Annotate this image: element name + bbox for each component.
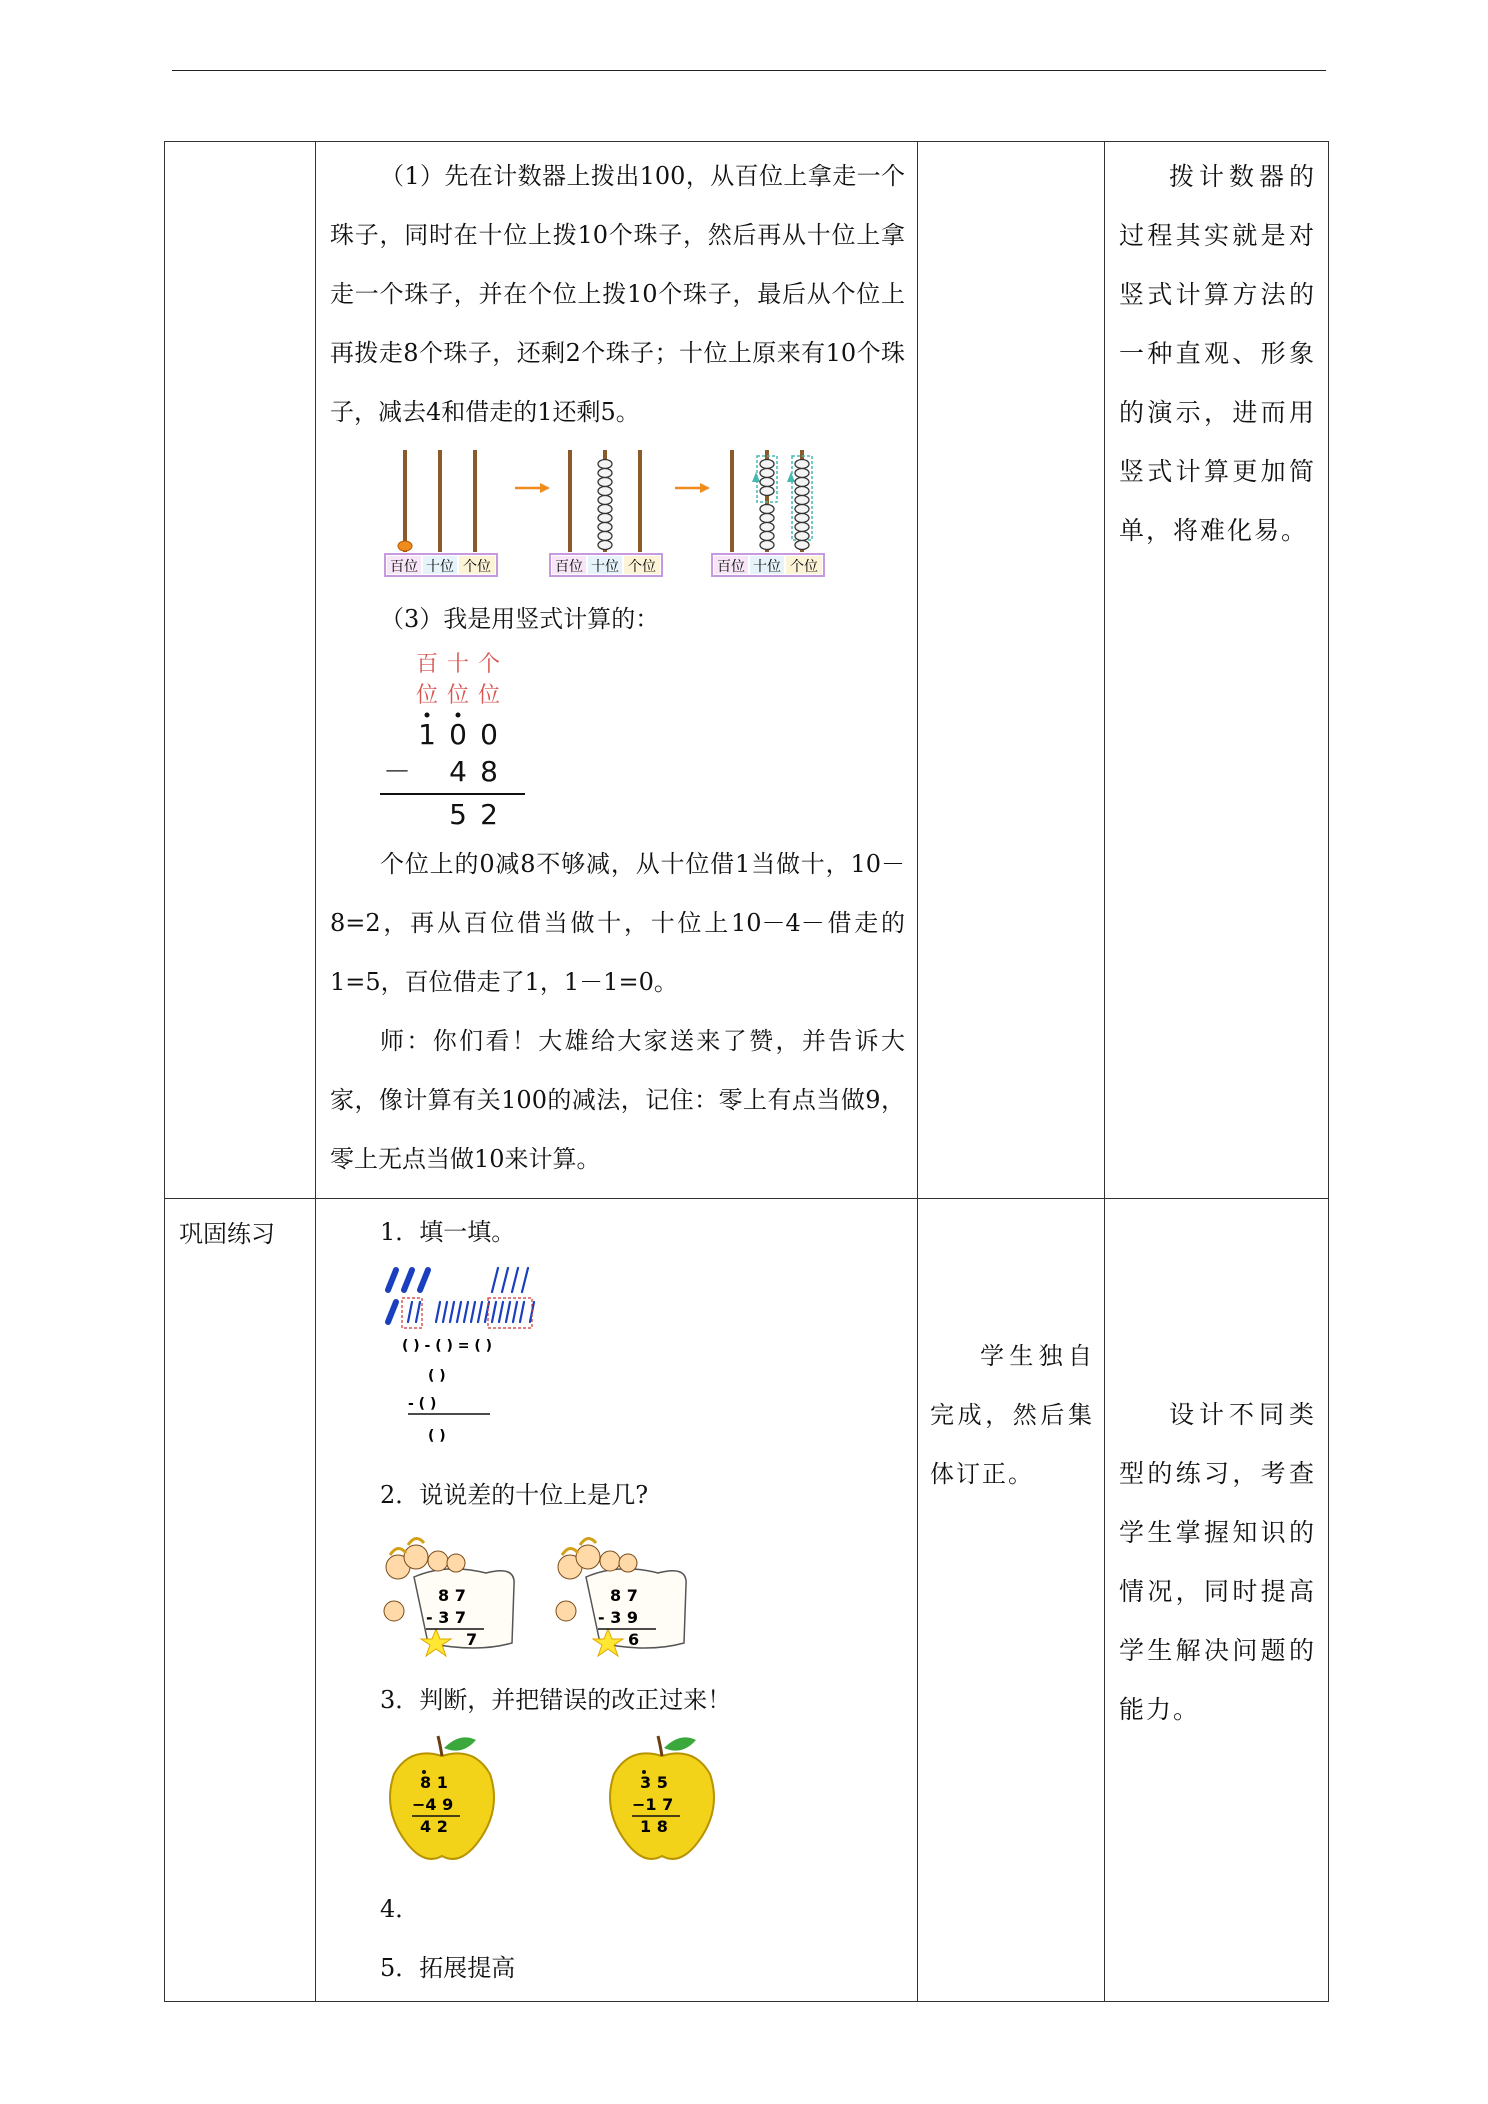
digit: 5 xyxy=(449,798,467,831)
header-rule xyxy=(172,70,1326,71)
abacus-illustration xyxy=(380,442,840,590)
counter-steps-text: （1）先在计数器上拨出100，从百位上拿走一个珠子，同时在十位上拨10个珠子，然后再从十位上拿走一个珠子，并在个位上拨10个珠子，最后从个位上再拨走8个珠子，还剩2个珠子；十位上原来有10个珠子，减去4和借走的1还剩5。 xyxy=(330,162,905,426)
explanation-text: 个位上的0减8不够减，从十位借1当做十，10－8=2，再从百位借当做十，十位上10－4－借走的1=5，百位借走了1，1－1=0。 xyxy=(330,850,905,996)
abacus-label: 十位 xyxy=(426,559,454,575)
row1-col1 xyxy=(165,142,316,1199)
place-label: 位 xyxy=(415,683,439,708)
apple-top: 3 5 xyxy=(640,1773,668,1792)
practice-intent-text: 设计不同类型的练习，考查学生掌握知识的情况，同时提高学生解决问题的能力。 xyxy=(1119,1400,1316,1724)
question-3: 3．判断，并把错误的改正过来！ xyxy=(380,1686,732,1714)
stick-figure xyxy=(380,1262,905,1466)
abacus-3 xyxy=(712,450,824,576)
fill-blank: ( ) xyxy=(428,1368,446,1384)
arrow-icon xyxy=(515,483,550,493)
abacus-2 xyxy=(550,450,662,576)
card-result: 7 xyxy=(466,1630,478,1649)
abacus-label: 百位 xyxy=(717,559,745,575)
vertical-subtraction xyxy=(375,649,905,835)
teacher-text: 师：你们看！大雄给大家送来了赞，并告诉大家，像计算有关100的减法，记住：零上有点当做9，零上无点当做10来计算。 xyxy=(330,1027,905,1173)
card-top: 8 7 xyxy=(610,1586,638,1605)
apple-bottom: −4 9 xyxy=(412,1795,454,1814)
digit: 0 xyxy=(480,718,498,751)
place-label: 位 xyxy=(446,683,470,708)
apple-bottom: −1 7 xyxy=(632,1795,674,1814)
abacus-label: 个位 xyxy=(628,559,656,575)
cartoon-cards-illustration xyxy=(376,1525,756,1671)
arrow-icon xyxy=(675,483,710,493)
digit: 0 xyxy=(449,718,467,751)
card-bottom: - 3 9 xyxy=(598,1608,639,1627)
abacus-label: 个位 xyxy=(463,559,491,575)
vertical-subtraction-figure xyxy=(375,649,545,835)
card-bottom: - 3 7 xyxy=(426,1608,467,1627)
cartoon-cards xyxy=(376,1525,905,1671)
lesson-table xyxy=(164,141,1329,2002)
card-2 xyxy=(556,1538,686,1656)
abacus-figure xyxy=(380,442,905,590)
abacus-1 xyxy=(385,450,497,576)
row1-main xyxy=(316,142,918,1199)
row1-col3 xyxy=(918,142,1105,1199)
apple-result: 4 2 xyxy=(420,1817,448,1836)
row2-col3 xyxy=(918,1199,1105,2002)
place-label: 十 xyxy=(446,652,470,677)
digit: 2 xyxy=(480,798,498,831)
digit: 8 xyxy=(480,755,498,788)
place-label: 位 xyxy=(477,683,501,708)
abacus-label: 个位 xyxy=(790,559,818,575)
minus-sign: － xyxy=(382,755,412,788)
abacus-label: 百位 xyxy=(555,559,583,575)
abacus-label: 十位 xyxy=(591,559,619,575)
section-label: 巩固练习 xyxy=(179,1220,275,1248)
abacus-label: 百位 xyxy=(390,559,418,575)
place-label: 个 xyxy=(477,652,501,677)
question-5: 5．拓展提高 xyxy=(380,1954,516,1982)
apple-1 xyxy=(390,1736,494,1859)
card-result: 6 xyxy=(628,1630,640,1649)
apple-2 xyxy=(610,1736,714,1859)
fill-equation: ( ) - ( ) = ( ) xyxy=(402,1338,493,1354)
digit: 4 xyxy=(449,755,467,788)
apple-illustration xyxy=(380,1730,760,1876)
apple-figures xyxy=(380,1730,905,1876)
place-label: 百 xyxy=(415,652,439,677)
row2-main xyxy=(316,1199,918,2002)
row1-col4 xyxy=(1105,142,1329,1199)
table-row xyxy=(165,142,1329,1199)
digit: 1 xyxy=(418,718,436,751)
apple-result: 1 8 xyxy=(640,1817,668,1836)
question-4: 4． xyxy=(380,1895,420,1923)
table-row xyxy=(165,1199,1329,2002)
question-2: 2．说说差的十位上是几? xyxy=(380,1481,649,1509)
question-1: 1．填一填。 xyxy=(380,1218,516,1246)
student-activity-text: 学生独自完成，然后集体订正。 xyxy=(930,1342,1094,1488)
apple-top: 8 1 xyxy=(420,1773,448,1792)
fill-blank: ( ) xyxy=(428,1428,446,1444)
design-intent-text: 拨计数器的过程其实就是对竖式计算方法的一种直观、形象的演示，进而用竖式计算更加简单，将难化易。 xyxy=(1119,162,1316,545)
stick-bundle-illustration xyxy=(380,1262,680,1466)
abacus-label: 十位 xyxy=(753,559,781,575)
vertical-method-title: （3）我是用竖式计算的： xyxy=(380,605,660,633)
fill-blank: - ( ) xyxy=(408,1396,437,1412)
row2-col1 xyxy=(165,1199,316,2002)
card-top: 8 7 xyxy=(438,1586,466,1605)
card-1 xyxy=(384,1538,514,1656)
row2-col4 xyxy=(1105,1199,1329,2002)
